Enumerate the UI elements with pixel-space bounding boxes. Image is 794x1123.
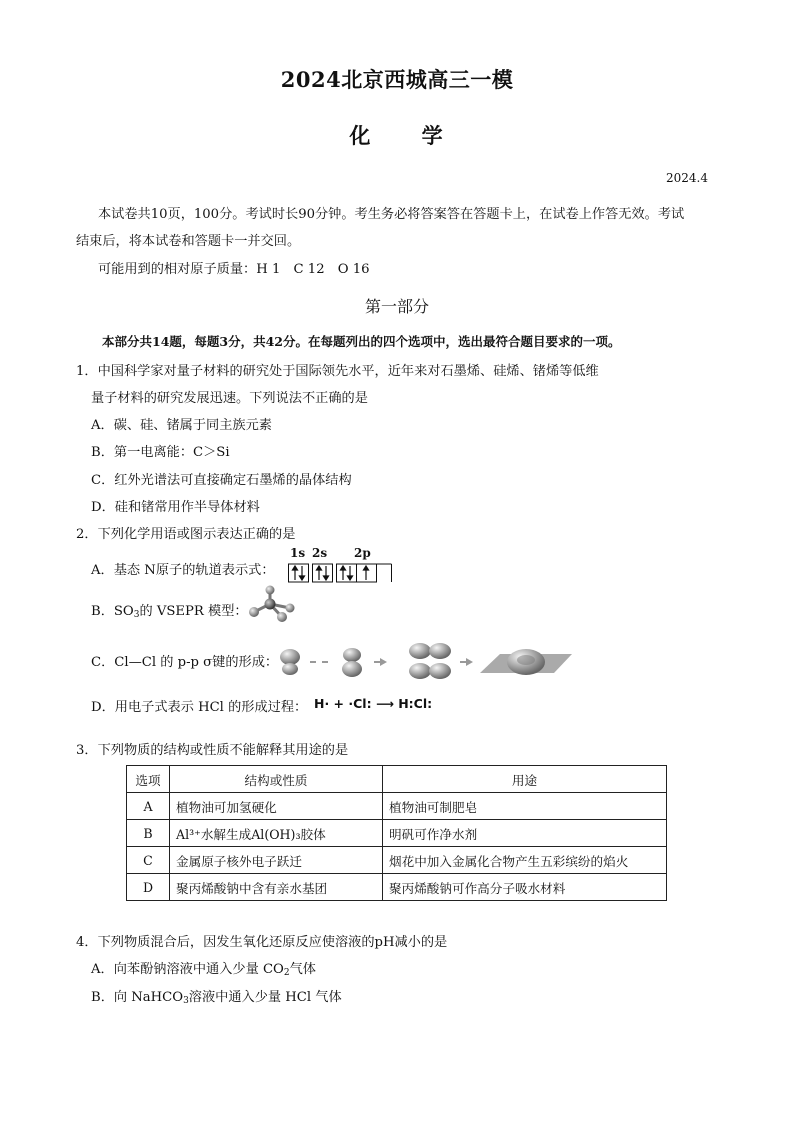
q1-option-d: D．硅和锗常用作半导体材料 xyxy=(91,500,260,515)
q4-stem: 4．下列物质混合后，因发生氧化还原反应使溶液的pH减小的是 xyxy=(76,935,448,950)
q4-a-text: A．向苯酚钠溶液中通入少量 CO xyxy=(91,962,284,977)
table-cell: C xyxy=(127,847,170,874)
q4-a-text-2: 气体 xyxy=(289,962,316,977)
q2-option-c: C．Cl—Cl 的 p-p σ键的形成： xyxy=(91,655,279,670)
orbital-label-2s: 2s xyxy=(312,546,328,560)
table-row xyxy=(127,820,667,847)
q1-stem-line-1: 1．中国科学家对量子材料的研究处于国际领先水平，近年来对石墨烯、硅烯、锗烯等低维 xyxy=(76,364,599,379)
q3-table xyxy=(126,765,667,901)
table-cell: 植物油可制肥皂 xyxy=(383,793,667,820)
table-cell: D xyxy=(127,874,170,901)
q2-b-text: B．SO xyxy=(91,604,134,619)
table-cell: 植物油可加氢硬化 xyxy=(170,793,383,820)
section-instruction: 本部分共14题，每题3分，共42分。在每题列出的四个选项中，选出最符合题目要求的一项。 xyxy=(102,334,621,349)
q2-b-subscript: 3 xyxy=(133,610,140,620)
table-header: 选项 xyxy=(127,766,170,793)
atomic-mass-line: 可能用到的相对原子质量：H 1 C 12 O 16 xyxy=(98,262,370,277)
q2-option-a: A．基态 N原子的轨道表示式： xyxy=(91,563,275,578)
nitrogen-orbital-diagram xyxy=(288,563,392,583)
intro-line-1: 本试卷共10页，100分。考试时长90分钟。考生务必将答案答在答题卡上，在试卷上作答无效。考试 xyxy=(98,207,685,222)
q4-b-subscript: 3 xyxy=(183,996,189,1006)
q4-option-a xyxy=(91,958,316,978)
q3-stem: 3．下列物质的结构或性质不能解释其用途的是 xyxy=(76,743,349,758)
q4-b-text: B．向 NaHCO xyxy=(91,990,184,1005)
exam-date: 2024.4 xyxy=(666,171,708,185)
q2-option-d: D．用电子式表示 HCl 的形成过程： xyxy=(91,700,308,715)
table-header: 用途 xyxy=(383,766,667,793)
table-cell: Al³⁺水解生成Al(OH)₃胶体 xyxy=(170,820,383,847)
q4-option-b xyxy=(91,986,342,1006)
q2-stem: 2．下列化学用语或图示表达正确的是 xyxy=(76,527,296,542)
orbital-label-1s: 1s xyxy=(290,546,306,560)
page-title: 2024北京西城高三一模 xyxy=(280,67,514,92)
hcl-electron-formula: H· + ·Cl: ⟶ H:Cl: xyxy=(314,696,433,711)
orbital-label-2p: 2p xyxy=(354,546,371,560)
q4-b-text-2: 溶液中通入少量 HCl 气体 xyxy=(188,990,342,1005)
table-cell: 烟花中加入金属化合物产生五彩缤纷的焰火 xyxy=(383,847,667,874)
q1-option-c: C．红外光谱法可直接确定石墨烯的晶体结构 xyxy=(91,473,352,488)
table-header: 结构或性质 xyxy=(170,766,383,793)
q1-stem-line-2: 量子材料的研究发展迅速。下列说法不正确的是 xyxy=(91,391,368,406)
q1-option-a: A．碳、硅、锗属于同主族元素 xyxy=(91,418,272,433)
q1-option-b: B．第一电离能：C＞Si xyxy=(91,445,230,460)
table-row xyxy=(127,847,667,874)
sigma-bond-formation-diagram xyxy=(274,640,576,686)
table-header-row xyxy=(127,766,667,793)
section-title: 第一部分 xyxy=(364,297,429,316)
q4-a-subscript: 2 xyxy=(283,968,290,978)
intro-line-2: 结束后，将本试卷和答题卡一并交回。 xyxy=(76,234,301,249)
table-row xyxy=(127,793,667,820)
table-cell: B xyxy=(127,820,170,847)
q2-option-b xyxy=(91,600,248,620)
table-cell: 明矾可作净水剂 xyxy=(383,820,667,847)
table-cell: A xyxy=(127,793,170,820)
table-row xyxy=(127,874,667,901)
table-cell: 聚丙烯酸钠中含有亲水基团 xyxy=(170,874,383,901)
q2-b-text-2: 的 VSEPR 模型： xyxy=(139,604,248,619)
subject-title: 化 学 xyxy=(349,123,445,148)
table-cell: 金属原子核外电子跃迁 xyxy=(170,847,383,874)
so3-vsepr-model xyxy=(244,584,300,624)
table-cell: 聚丙烯酸钠可作高分子吸水材料 xyxy=(383,874,667,901)
